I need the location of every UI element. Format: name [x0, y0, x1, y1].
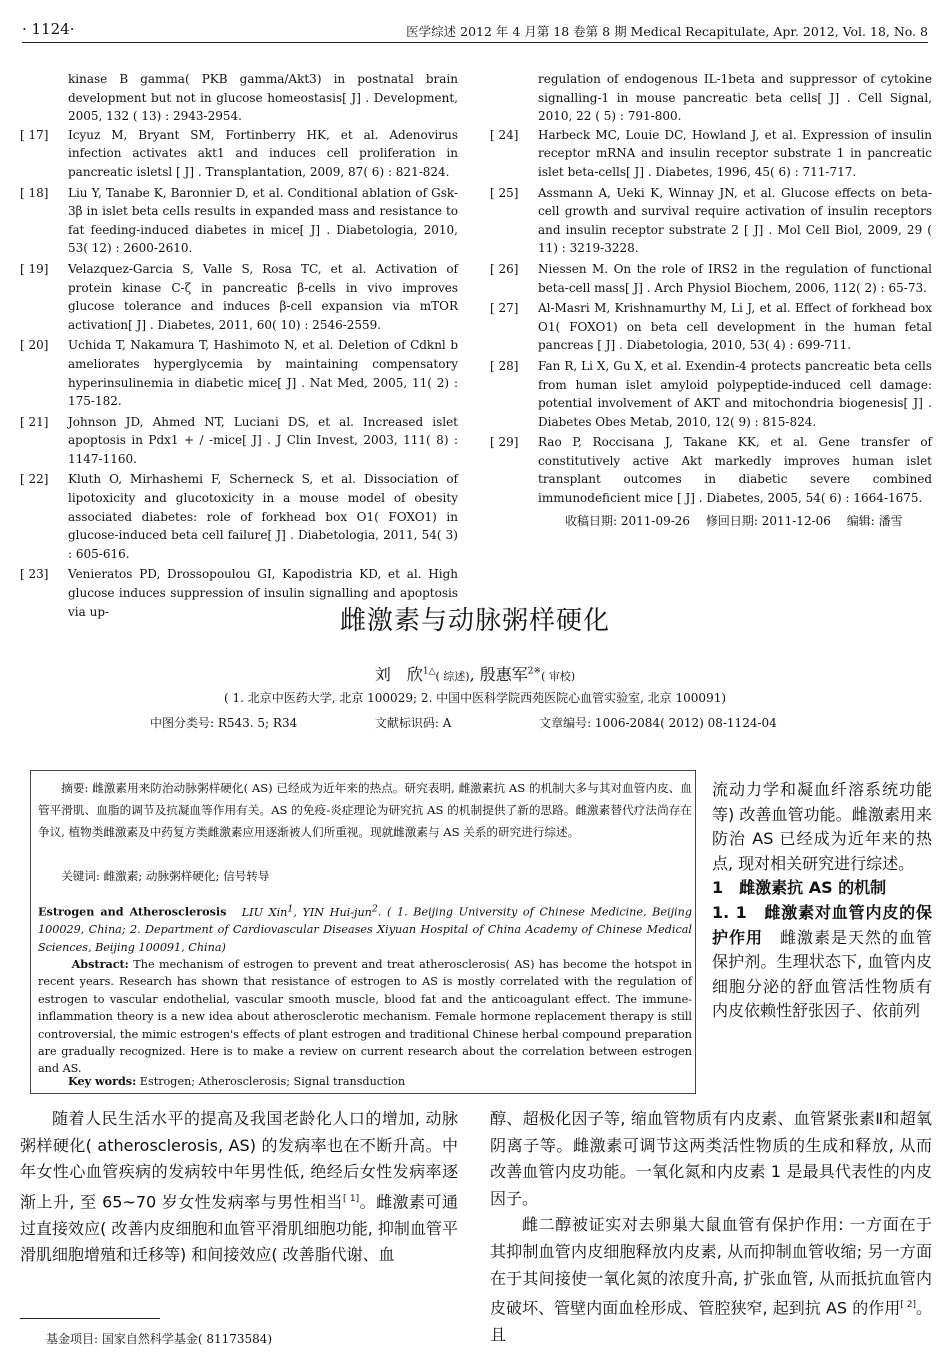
keywords-english: Key words: Estrogen; Atherosclerosis; Signal transduction — [68, 1074, 406, 1088]
body-right: 醇、超极化因子等, 缩血管物质有内皮素、血管紧张素Ⅱ和超氧阴离子等。雌激素可调节这两类活性物质的生成和释放, 从而改善血管内皮功能。一氧化氮和内皮素 1 是最具代表性的内皮因子。 雌二醇被证实对去卵巢大鼠血管有保护作用: 一方面在于其抑制血管内皮细胞释放内皮素, 从而抑制血管收缩; 另一方面在于其间接使一氧化氮的浓度升高, 扩张血管, 从而抵抗血管内皮破坏、管壁内面血栓形成、管腔狭窄, 起到抗 AS 的作用[ 2]。且 — [490, 1109, 933, 1345]
citation: [ 2] — [900, 1300, 916, 1311]
citation: [ 1] — [343, 1193, 360, 1204]
page-number: · 1124· — [22, 20, 75, 38]
classification-line — [150, 714, 777, 731]
reference-item: [ 29] Rao P, Roccisana J, Takane KK, et al. Gene transfer of constitutively active Akt markedly improves human islet transplant outcomes in diabetic severe combined immunodeficient mice [ J] . Diabetes, 2005, 54( 6) : 1664-1675. — [490, 435, 932, 506]
reference-item: [ 25] Assmann A, Ueki K, Winnay JN, et al. Glucose effects on beta-cell growth and survival require activation of insulin receptors and insulin receptor substrate 2 [ J] . Mol Cell Biol, 2009, 29 ( 11) : 3219-3228. — [490, 185, 932, 256]
references-right — [490, 70, 932, 510]
references-left — [20, 70, 458, 623]
reference-item: [ 28] Fan R, Li X, Gu X, et al. Exendin-4 protects pancreatic beta cells from human islet amyloid polypeptide-induced cell damage: potential involvement of AKT and mitochondria biogenesis[ J] . Diabetes Obes Metab, 2010, 12( 9) : 815-824. — [490, 358, 932, 429]
section-heading: 1 雌激素抗 AS 的机制 — [712, 878, 887, 898]
body-left: 随着人民生活水平的提高及我国老龄化人口的增加, 动脉粥样硬化( atherosclerosis, AS) 的发病率也在不断升高。中年女性心血管疾病的发病较中年男性低, 绝经后女性发病率逐渐上升, 至 65~70 岁女性发病率与男性相当[ 1]。雌激素可通过直接效应( 改善内皮细胞和血管平滑肌细胞功能, 抑制血管平滑肌细胞增殖和迁移等) 和间接效应( 改善脂代谢、血 — [20, 1109, 458, 1265]
author-name: 殷惠军 — [479, 665, 528, 684]
reference-item: [ 23] Venieratos PD, Drossopoulou GI, Kapodistria KD, et al. High glucose induces suppression of insulin signalling and apoptosis via up- — [20, 567, 458, 619]
abstract-chinese: 摘要: 雌激素用来防治动脉粥样硬化( AS) 已经成为近年来的热点。研究表明, 雌激素抗 AS 的机制大多与其对血管内皮、血管平滑肌、血脂的调节及抗凝血等作用有关。AS 的免疫-炎症理论为研究抗 AS 的机制提供了新的思路。雌激素替代疗法尚存在争议, 植物类雌激素及中药复方类雌激素应用逐渐被人们所重视。现就雌激素与 AS 关系的研究进行综述。 — [38, 781, 692, 839]
article-number: 文章编号: 1006-2084( 2012) 08-1124-04 — [539, 716, 777, 730]
footnote-rule — [20, 1318, 160, 1319]
reference-item: kinase B gamma( PKB gamma/Akt3) in postnatal brain development but not in glucose homeostasis[ J] . Development, 2005, 132 ( 13) : 2943-2954. — [68, 72, 458, 124]
reference-item: [ 20] Uchida T, Nakamura T, Hashimoto N, et al. Deletion of Cdknl b ameliorates hyperglycemia by maintaining compensatory hyperinsulinemia in diabetic mice[ J] . Nat Med, 2005, 11( 2) : 175-182. — [20, 338, 458, 409]
abstract-english: Estrogen and Atherosclerosis LIU Xin$^1$, YIN Hui-jun$^2$. ( 1. Beijing University of Chinese Medicine, Beijing 100029, China; 2. Department of Cardiovascular Diseases Xiyuan Hospital of China Academy of Chinese Medical Sciences, Beijing 100091, China) Abstract: The mechanism of estrogen to prevent and treat atherosclerosis( AS) has become the hotspot in recent years. Research has shown that resistance of estrogen to AS is mostly correlated with the regulation of estrogen to vascular endothelial, vascular smooth muscle, blood fat and the anticoagulant effect. The immune-inflammation theory is a new idea about atherosclerotic mechanism. Female hormone replacement therapy is still controversial, the mimic estrogen's effects of plant estrogen and traditional Chinese herbal compound preparation are gradually recognized. Here is to make a review on current research about the correlation between estrogen and AS. — [38, 903, 692, 1076]
clc-number: 中图分类号: R543. 5; R34 — [150, 716, 298, 730]
affiliation: ( 1. 北京中医药大学, 北京 100029; 2. 中国中医科学院西苑医院心血管实验室, 北京 100091) — [223, 691, 727, 705]
reference-item: [ 21] Johnson JD, Ahmed NT, Luciani DS, et al. Increased islet apoptosis in Pdx1 + / -mice[ J] . J Clin Invest, 2003, 111( 8) : 1147-1160. — [20, 414, 458, 466]
reference-item: [ 27] Al-Masri M, Krishnamurthy M, Li J, et al. Effect of forkhead box O1( FOXO1) on beta cell development in the human fetal pancreas [ J] . Diabetologia, 2010, 53( 4) : 699-711. — [490, 301, 932, 353]
header-rule — [22, 42, 928, 43]
reference-item: [ 22] Kluth O, Mirhashemi F, Scherneck S, et al. Dissociation of lipotoxicity and glucotoxicity in a mouse model of obesity associated diabetes: role of forkhead box O1( FOXO1) in glucose-induced beta cell failure[ J] . Diabetologia, 2011, 54( 3) : 605-616. — [20, 472, 458, 561]
received-dates: 收稿日期: 2011-09-26 修回日期: 2011-12-06 编辑: 潘雪 — [565, 514, 903, 528]
author-name: 刘 欣 — [374, 665, 423, 684]
article-authors: 刘 欣$^{1\triangle}$( 综述), 殷惠军$^{2※}$( 审校) — [374, 665, 576, 684]
reference-item: [ 26] Niessen M. On the role of IRS2 in the regulation of functional beta-cell mass[ J] . Arch Physiol Biochem, 2006, 112( 2) : 65-73. — [490, 261, 932, 295]
running-header — [22, 18, 928, 42]
reference-item: regulation of endogenous IL-1beta and suppressor of cytokine signalling-1 in mouse pancreatic beta cells[ J] . Cell Signal, 2010, 22 ( 5) : 791-800. — [538, 72, 932, 124]
body-right-top: 流动力学和凝血纤溶系统功能等) 改善血管功能。雌激素用来防治 AS 已经成为近年来的热点, 现对相关研究进行综述。 1 雌激素抗 AS 的机制 1. 1 雌激素对血管内皮的保护作用 雌激素是天然的血管保护剂。生理状态下, 血管内皮细胞分泌的舒血管活性物质有内皮依赖性舒张因子、依前列 — [712, 780, 932, 1021]
reference-item: [ 24] Harbeck MC, Louie DC, Howland J, et al. Expression of insulin receptor mRNA and insulin receptor substrate 1 in pancreatic islet beta-cells[ J] . Diabetes, 1996, 45( 6) : 711-717. — [490, 127, 932, 179]
subsection-heading: 1. 1 雌激素对血管内皮的保护作用 — [712, 902, 932, 947]
article-title: 雌激素与动脉粥样硬化 — [339, 606, 610, 636]
english-title: Estrogen and Atherosclerosis — [38, 904, 227, 919]
keywords-chinese: 关键词: 雌激素; 动脉粥样硬化; 信号转导 — [61, 869, 270, 883]
reference-item: [ 17] Icyuz M, Bryant SM, Fortinberry HK, et al. Adenovirus infection activates akt1 and induces cell proliferation in pancreatic isletsl [ J] . Transplantation, 2009, 87( 6) : 821-824. — [20, 127, 458, 179]
journal-info: 医学综述 2012 年 4 月第 18 卷第 8 期 Medical Recapitulate, Apr. 2012, Vol. 18, No. 8 — [406, 24, 928, 39]
funding-footnote: 基金项目: 国家自然科学基金( 81173584) — [46, 1332, 273, 1346]
document-code: 文献标识码: A — [374, 716, 452, 730]
reference-item: [ 19] Velazquez-Garcia S, Valle S, Rosa TC, et al. Activation of protein kinase C-ζ in pancreatic β-cells in vivo improves glucose tolerance and induces β-cell expansion via mTOR activation[ J] . Diabetes, 2011, 60( 10) : 2546-2559. — [20, 261, 458, 332]
reference-item: [ 18] Liu Y, Tanabe K, Baronnier D, et al. Conditional ablation of Gsk-3β in islet beta cells results in expanded mass and resistance to fat feeding-induced diabetes in mice[ J] . Diabetologia, 2010, 53( 12) : 2600-2610. — [20, 185, 458, 256]
